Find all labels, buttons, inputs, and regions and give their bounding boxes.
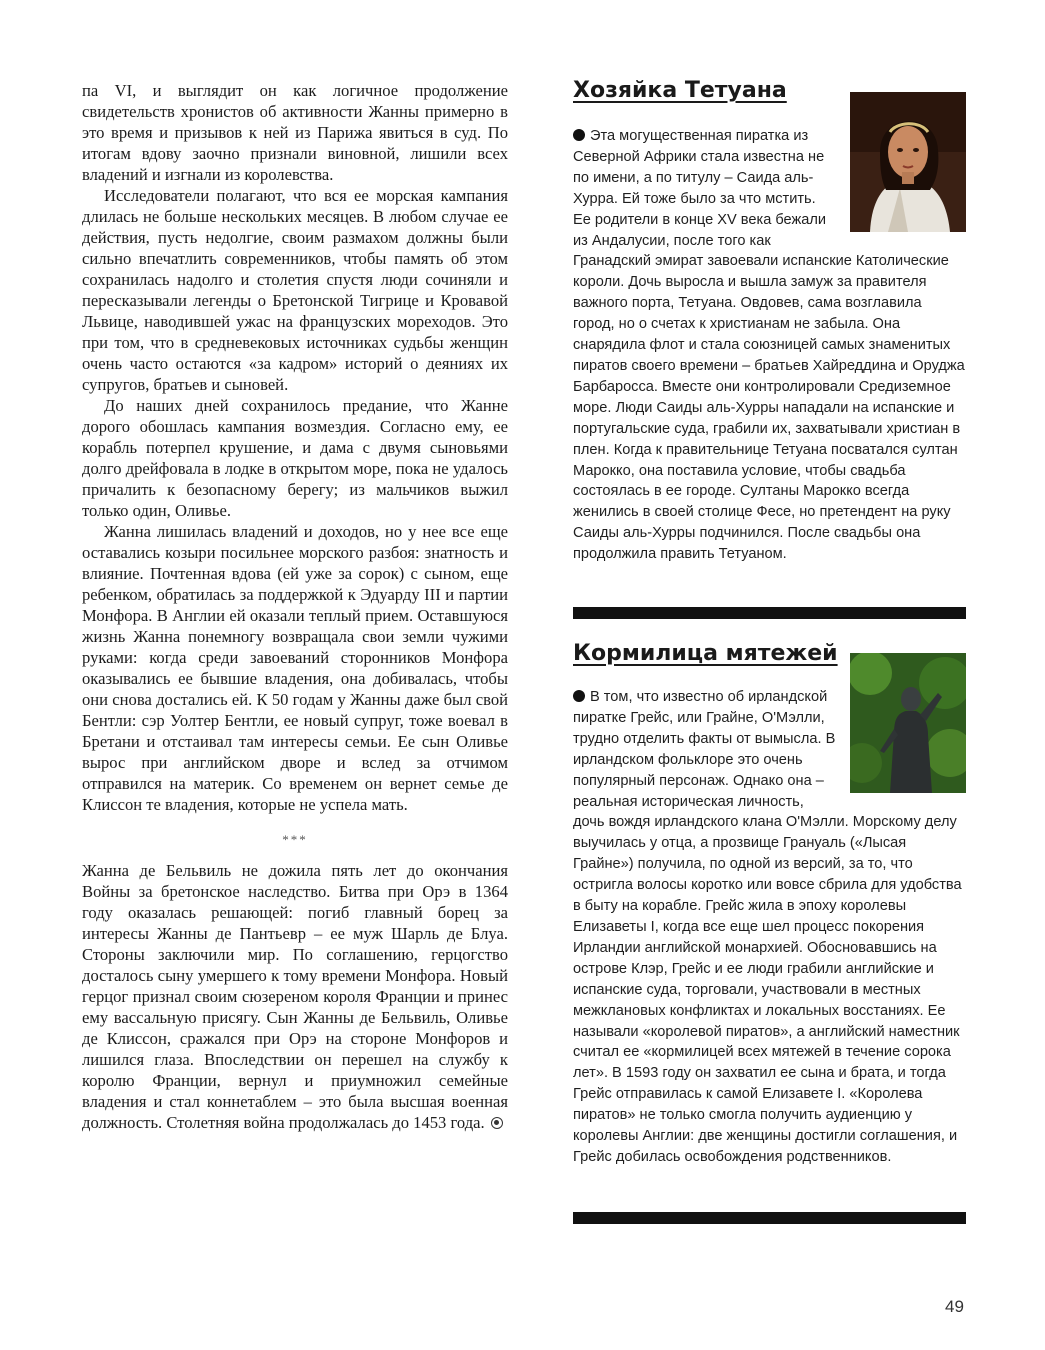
sidebar-box-grace-omalley: [573, 641, 966, 1168]
sidebar-title: Кормилица мятежей: [573, 641, 838, 666]
statue-photo-illustration: [850, 653, 966, 793]
sidebar-title: Хозяйка Тетуана: [573, 78, 787, 103]
section-divider-bar: [573, 607, 966, 619]
article-paragraph: Жанна лишилась владений и доходов, но у нее все еще оставались козыри посильнее морского разбоя: знатность и влияние. Почтенная вдова (ей уже за сорок) с сыном, еще ребенком, обратилась за поддержкой к Эдуарду III и партии Монфора. В Англии ей оказали теплый прием. Оставшуюся жизнь Жанна понемногу возвращала свои земли чужими руками: когда среди завоеваний сторонников Монфора оказывались ее бывшие владения, она добивалась, чтобы они снова достались ей. К 50 годам у Жанны даже был свой Бентли: сэр Уолтер Бентли, ее новый супруг, тоже воевал в Бретани и отстаивал там интересы семьи. Ее сын Оливье вырос при английском дворе и вслед за отчимом отправился на материк. Со временем он вернет семье де Клиссон те владения, которые не успела мать.: [82, 522, 508, 814]
portrait-saida-al-hurra-image: [850, 92, 966, 232]
portrait-illustration: [850, 92, 966, 232]
bullet-icon: [573, 690, 585, 702]
section-divider-bar: [573, 1212, 966, 1224]
end-of-article-icon: [491, 1117, 503, 1129]
sidebar-body: Эта могущественная пиратка из Северной Африки стала известна не по имени, а по титулу – Саида аль-Хурра. Ей тоже было за что мстить. Ее родители в конце XV века бежали из Андалусии, после того как Гранадский эмират завоевали испанские Католические короли. Дочь выросла и вышла замуж за правителя важного порта, Тетуана. Овдовев, сама возглавила город, но о счетах к христианам не забыла. Она снарядила флот и стала союзницей самых знаменитых пиратов своего времени – братьев Хайреддина и Оруджа Барбаросса. Вместе они контролировали Средиземное море. Люди Саиды аль-Хурры нападали на испанские и португальские суда, грабили их, захватывали христиан в плен. Когда к правительнице Тетуана посватался султан Марокко, она поставила условие, чтобы свадьба состоялась в ее городе. Султаны Марокко всегда женились в своей столице Фесе, но претендент на руку Саиды аль-Хурры подчинился. После свадьбы она продолжила править Тетуаном.: [573, 128, 965, 563]
section-separator: ***: [282, 832, 308, 847]
statue-grace-omalley-image: [850, 653, 966, 793]
page-number: 49: [945, 1297, 964, 1316]
final-paragraph-text: Жанна де Бельвиль не дожила пять лет до окончания Войны за бретонское наследство. Битва при Орэ в 1364 году оказалась решающей: погиб главный борец за интересы Жанны де Пантьевр – ее муж Шарль де Блуа. Стороны заключили мир. По соглашению, герцогство досталось сыну умершего к тому времени Монфора. Новый герцог признал своим сюзереном короля Франции и принес ему вассальную присягу. Сын Жанны де Бельвиль, Оливье де Клиссон, сражался при Орэ на стороне Монфоров и лишился глаза. Впоследствии он перешел на службу к королю Франции, вернул и приумножил семейные владения и стал коннетаблем – это была высшая военная должность. Столетняя война продолжалась до 1453 года.: [82, 861, 508, 1132]
bullet-icon: [573, 129, 585, 141]
sidebar-box-tetouan: [573, 78, 966, 565]
article-final-paragraph: [82, 860, 508, 1133]
main-article-column: [82, 80, 508, 1133]
article-paragraph: па VI, и выглядит он как логичное продолжение свидетельств хронистов об активности Жанны примерно в это время и призывов к ней из Парижа явиться в суд. По итогам вдову заочно признали виновной, лишили всех владений и изгнали из королевства.: [82, 81, 508, 184]
article-paragraph: До наших дней сохранилось предание, что Жанне дорого обошлась кампания возмездия. Согласно ему, ее корабль потерпел крушение, и дама с двумя сыновьями долго дрейфовала в лодке в открытом море, пока не удалось причалить к безопасному берегу; из мальчиков выжил только один, Оливье.: [82, 396, 508, 520]
sidebar-body: В том, что известно об ирландской пиратке Грейс, или Грайне, О'Мэлли, трудно отделить факты от вымысла. В ирландском фольклоре это очень популярный персонаж. Однако она – реальная историческая личность, дочь вождя ирландского клана О'Мэлли. Морскому делу выучилась у отца, а прозвище Грануаль («Лысая Грайне») получила, по одной из версий, за то, что остригла волосы коротко или вовсе сбрила для удобства в быту на корабле. Грейс жила в эпоху королевы Елизаветы I, когда все еще шел процесс покорения Ирландии английской монархией. Обосновавшись на острове Клэр, Грейс и ее люди грабили английские и испанские суда, торговали, участвовали в местных межклановых конфликтах и локальных восстаниях. Ее называли «королевой пиратов», а английский наместник считал ее «кормилицей всех мятежей в течение сорока лет». В 1593 году он захватил ее сына и брата, и тогда Грейс отправилась к самой Елизавете I. «Королева пиратов» не только смогла получить аудиенцию у королевы Англии: две женщины достигли соглашения, и Грейс добилась освобождения родственников.: [573, 689, 962, 1165]
article-paragraph: Исследователи полагают, что вся ее морская кампания длилась не больше нескольких месяцев. В любом случае ее действия, пусть недолгие, своим размахом должны были сильно впечатлить современников, чтобы память об этом сохранилась надолго и столетия спустя люди сочиняли и пересказывали легенды о Бретонской Тигрице и Кровавой Львице, наводившей ужас на французских мореходов. Это при том, что в средневековых источниках судьбы женщин очень часто остаются «за кадром» историй о деяниях их супругов, братьев и сыновей.: [82, 186, 508, 394]
